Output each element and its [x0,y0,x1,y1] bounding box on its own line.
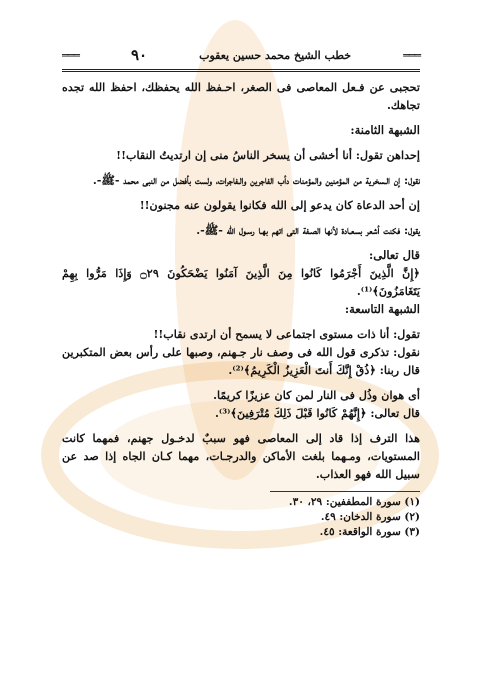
paragraph: تقول: أنا ذات مستوى اجتماعى لا يسمح أن ارتدى نقاب!! [153,327,420,341]
footnote: (١) سورة المطففين: ٢٩، ٣٠. [288,496,420,508]
paragraph: تحجبى عن فـعل المعاصى فى الصغر، احـفظ الله يحفظك، احفظ الله تجده تجاهك. [62,80,420,112]
running-header [62,44,420,69]
running-title: خطب الشيخ محمد حسين يعقوب [199,48,352,62]
section-heading: الشبهة الثامنة: [350,123,420,137]
paragraph: قال تعالى: ﴿إِنَّهُمْ كَانُوا قَبْلَ ذَلِكَ مُتْرَفِينَ﴾⁽³⁾. [215,406,420,420]
paragraph: يقول: فكنت أشعر بسعـادة لأنها الصـفة التى اتهم بهـا رسـول الله -ﷺ-. [196,223,420,237]
paragraph: نقول: تذكرى قول الله فى وصف نار جـهنم، وصبها على رأس بعض المتكبرين قال ربنا: ﴿ذُقْ إِنَّكَ أَنتَ الْعَزِيزُ الْكَرِيمُ﴾⁽²⁾. [62,345,420,377]
header-rule [62,69,420,72]
footnote-rule [270,491,420,492]
paragraph: نقول: إن الـسخرية من المؤمنين والمؤمنات دأب الفاجرين والـفاجرات، ولست بأفضل من النبى محمد -ﷺ-. [92,173,420,187]
header-decoration-left: ═══ [62,48,79,62]
paragraph: هذا الترف إذا قاد إلى المعاصى فهو سببٌ لدخـول جهنم، فمهما كانت المستويات، ومـهما بلغت الأماكن والدرجـات، مهما كـان الجاه إذا صد عن سبيل الله فهو العذاب. [62,431,420,481]
paragraph: إن أحد الدعاة كان يدعو إلى الله فكانوا يقولون عنه مجنون!! [139,198,420,212]
page-content [62,44,420,540]
footnote: (٣) سورة الواقعة: ٤٥. [319,526,420,538]
section-heading: الشبهة التاسعة: [344,302,420,316]
footnote: (٢) سورة الدخان: ٤٩. [320,511,420,523]
paragraph: أى هوان وذُل فى النار لمن كان عزيزًا كريمًا. [213,388,420,402]
quran-verse: ﴿إِنَّ الَّذِينَ أَجْرَمُوا كَانُوا مِنَ الَّذِينَ آمَنُوا يَضْحَكُونَ ۝٢٩ وَإِذَا مَرُّوا بِهِمْ يَتَغَامَزُونَ﴾⁽¹⁾. [62,266,420,298]
verse-intro: قال تعالى: [369,248,420,262]
paragraph: إحداهن تقول: أنا أخشى أن يسخر الناسُ منى إن ارتديتُ النقاب!! [116,148,420,162]
header-decoration-right: ═══ [403,48,420,62]
page-number: ٩٠ [130,46,148,64]
